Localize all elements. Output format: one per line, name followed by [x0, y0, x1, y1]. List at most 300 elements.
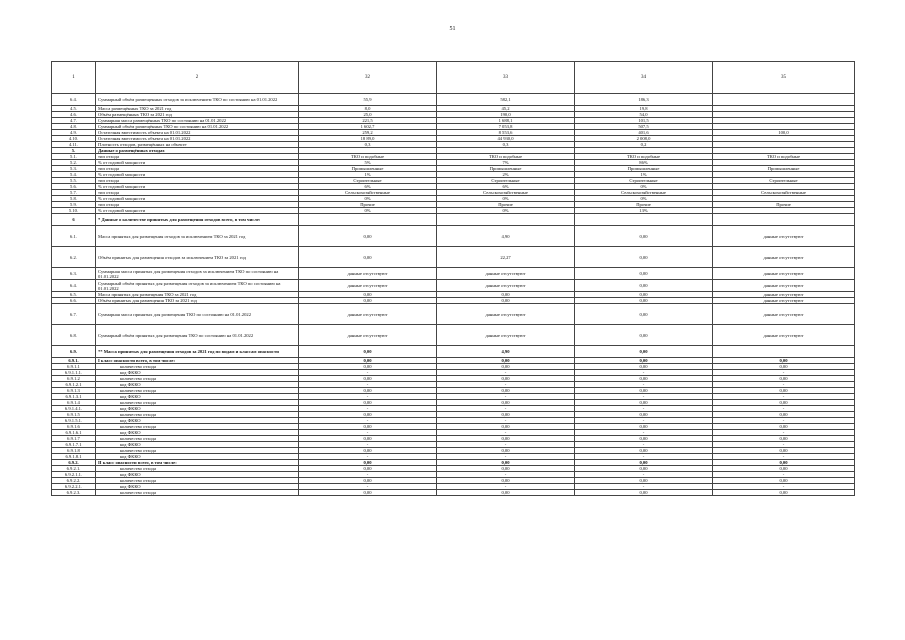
row-number-cell: 6.4.	[52, 280, 96, 292]
col33-cell: -	[437, 442, 575, 448]
col33-cell: 0%	[437, 196, 575, 202]
col32-cell: ТКО и подобные	[299, 154, 437, 160]
col32-cell: 0%	[299, 208, 437, 214]
col32-cell: -	[299, 442, 437, 448]
col34-cell: 0,00	[575, 298, 713, 304]
col32-cell: 0%	[299, 196, 437, 202]
col33-cell: -	[437, 370, 575, 376]
col34-cell	[575, 214, 713, 226]
col33-cell: 44 930,0	[437, 136, 575, 142]
row-number-cell: 6.9.1.	[52, 358, 96, 364]
col35-cell: -	[713, 370, 855, 376]
col32-cell: -	[299, 406, 437, 412]
col32-cell: -	[299, 382, 437, 388]
header-cell-35: 35	[713, 62, 855, 94]
col34-cell: 0,00	[575, 292, 713, 298]
col34-cell: 0,00	[575, 436, 713, 442]
col33-cell: 190,0	[437, 112, 575, 118]
col35-cell: 0,00	[713, 388, 855, 394]
row-number-cell: 6.9.	[52, 346, 96, 358]
col32-cell: 0,00	[299, 478, 437, 484]
col34-cell: 401,6	[575, 130, 713, 136]
col35-cell: Прочие	[713, 202, 855, 208]
row-number-cell: 4.10.	[52, 136, 96, 142]
col33-cell: -	[437, 382, 575, 388]
row-name-cell: Суммарная масса принятых для размещения ТКО по состоянию на 01.01.2022	[96, 304, 299, 325]
col35-cell: -	[713, 418, 855, 424]
row-name-cell: Объём принятых для размещения ТКО за 2021 год	[96, 298, 299, 304]
col33-cell: 0,3	[437, 142, 575, 148]
col34-cell: 0,00	[575, 376, 713, 382]
row-number-cell: 6.9.1.4.1.	[52, 406, 96, 412]
col35-cell: -	[713, 382, 855, 388]
col33-cell: 4,90	[437, 226, 575, 247]
col35-cell: данные отсутствуют	[713, 226, 855, 247]
col35-cell: 0,00	[713, 376, 855, 382]
col34-cell: ТКО и подобные	[575, 154, 713, 160]
table-row	[52, 304, 855, 325]
row-name-cell: Суммарный объём принятых для размещения ТКО по состоянию на 01.01.2022	[96, 325, 299, 346]
col34-cell: Строительные	[575, 178, 713, 184]
table-row	[52, 214, 855, 226]
col33-cell: 4,90	[437, 346, 575, 358]
row-number-cell: 5.9.	[52, 202, 96, 208]
col33-cell: 0,00	[437, 466, 575, 472]
col33-cell: -	[437, 454, 575, 460]
col34-cell: 0,00	[575, 448, 713, 454]
col32-cell: 0,00	[299, 412, 437, 418]
col32-cell: данные отсутствуют	[299, 325, 437, 346]
col35-cell: -	[713, 406, 855, 412]
col35-cell: -	[713, 394, 855, 400]
col34-cell: 0,00	[575, 358, 713, 364]
col32-cell: 0,00	[299, 226, 437, 247]
col32-cell: 0,3	[299, 142, 437, 148]
col34-cell: 0,00	[575, 247, 713, 268]
col33-cell: 0,00	[437, 448, 575, 454]
col33-cell: данные отсутствуют	[437, 280, 575, 292]
col33-cell: 2%	[437, 172, 575, 178]
row-name-cell: II класс опасности всего, в том числе:	[96, 460, 299, 466]
row-name-cell: код ФККО	[96, 394, 299, 400]
col33-cell: -	[437, 472, 575, 478]
row-name-cell: I класс опасности всего, в том числе:	[96, 358, 299, 364]
col35-cell: данные отсутствуют	[713, 268, 855, 280]
row-name-cell: код ФККО	[96, 406, 299, 412]
col35-cell: данные отсутствуют	[713, 298, 855, 304]
col35-cell: 0,00	[713, 478, 855, 484]
row-number-cell: 6.9.2.2.	[52, 478, 96, 484]
col33-cell: -	[437, 394, 575, 400]
col33-cell: Промышленные	[437, 166, 575, 172]
row-number-cell: 6.9.2.1.	[52, 466, 96, 472]
col34-cell: 0,00	[575, 280, 713, 292]
col34-cell: 13%	[575, 208, 713, 214]
col32-cell: данные отсутствуют	[299, 268, 437, 280]
col35-cell: 0,00	[713, 490, 855, 496]
row-name-cell: Суммарная масса размещённых ТКО по состоянию на 01.01.2022	[96, 118, 299, 124]
col34-cell: 0,00	[575, 478, 713, 484]
col32-cell: -	[299, 430, 437, 436]
row-name-cell: тип отхода	[96, 190, 299, 196]
row-name-cell: тип отхода	[96, 178, 299, 184]
col34-cell: -	[575, 382, 713, 388]
row-name-cell: количество отхода	[96, 364, 299, 370]
col32-cell: 0,00	[299, 358, 437, 364]
table-body	[52, 62, 855, 496]
col34-cell: 0,00	[575, 226, 713, 247]
table-row	[52, 490, 855, 496]
row-name-cell: количество отхода	[96, 466, 299, 472]
col33-cell: 22,27	[437, 247, 575, 268]
col34-cell: 0,00	[575, 346, 713, 358]
col33-cell: 0,00	[437, 388, 575, 394]
row-number-cell: 6.5.	[52, 292, 96, 298]
row-name-cell: код ФККО	[96, 370, 299, 376]
col34-cell: Промышленные	[575, 166, 713, 172]
col32-cell: 0,00	[299, 388, 437, 394]
col33-cell: 8 553,6	[437, 130, 575, 136]
table-row	[52, 247, 855, 268]
col32-cell: -	[299, 484, 437, 490]
col35-cell: 0,00	[713, 412, 855, 418]
col32-cell: 0,00	[299, 364, 437, 370]
row-name-cell: Объём принятых для размещения отходов за исключением ТКО за 2021 год	[96, 247, 299, 268]
row-name-cell: количество отхода	[96, 388, 299, 394]
row-name-cell: код ФККО	[96, 484, 299, 490]
col33-cell: Строительные	[437, 178, 575, 184]
table-row	[52, 268, 855, 280]
col33-cell: 0,00	[437, 424, 575, 430]
row-name-cell: количество отхода	[96, 490, 299, 496]
col35-cell: 0,00	[713, 400, 855, 406]
row-number-cell: 6.9.2.	[52, 460, 96, 466]
row-number-cell: 6.2.	[52, 247, 96, 268]
row-number-cell: 6.9.2.1.1.	[52, 472, 96, 478]
row-number-cell: 6.9.2.3.	[52, 490, 96, 496]
col32-cell: 1%	[299, 172, 437, 178]
col34-cell: -	[575, 484, 713, 490]
row-name-cell: % от годовой мощности	[96, 208, 299, 214]
row-name-cell: тип отхода	[96, 202, 299, 208]
col33-cell: 0,00	[437, 292, 575, 298]
col34-cell: 186,3	[575, 94, 713, 106]
row-number-cell: 5.8.	[52, 196, 96, 202]
row-number-cell: 6.9.1.3.1	[52, 394, 96, 400]
col33-cell: 0,00	[437, 364, 575, 370]
col35-cell: -	[713, 430, 855, 436]
col34-cell: 0,00	[575, 460, 713, 466]
col34-cell: 19,8	[575, 106, 713, 112]
col34-cell: 0,00	[575, 424, 713, 430]
row-name-cell: Остаточная вместимость объекта на 01.01.2022	[96, 130, 299, 136]
col32-cell: 18 89,0	[299, 136, 437, 142]
row-name-cell: количество отхода	[96, 376, 299, 382]
col33-cell: 6%	[437, 184, 575, 190]
col35-cell: 0,00	[713, 460, 855, 466]
row-name-cell: код ФККО	[96, 442, 299, 448]
col33-cell: 7%	[437, 160, 575, 166]
col34-cell: 86%	[575, 160, 713, 166]
col33-cell: 0,00	[437, 298, 575, 304]
header-row	[52, 62, 855, 94]
col32-cell: Промышленные	[299, 166, 437, 172]
col35-cell: -	[713, 442, 855, 448]
col32-cell: -	[299, 370, 437, 376]
col35-cell: данные отсутствуют	[713, 292, 855, 298]
col32-cell: -	[299, 472, 437, 478]
col32-cell: 0,00	[299, 460, 437, 466]
col35-cell: -	[713, 454, 855, 460]
row-name-cell: количество отхода	[96, 448, 299, 454]
col35-cell: данные отсутствуют	[713, 325, 855, 346]
col32-cell: -	[299, 418, 437, 424]
col33-cell: 0,00	[437, 400, 575, 406]
col33-cell: 7 053,8	[437, 124, 575, 130]
col33-cell: 1 688,1	[437, 118, 575, 124]
row-name-cell: количество отхода	[96, 424, 299, 430]
row-number-cell: 4.7.	[52, 118, 96, 124]
row-number-cell: 6.9.1.7	[52, 436, 96, 442]
row-number-cell: 6.9.2.2.1.	[52, 484, 96, 490]
col35-cell: 0,00	[713, 424, 855, 430]
row-number-cell: 6.9.1.1	[52, 364, 96, 370]
col33-cell: 0,00	[437, 412, 575, 418]
col33-cell: данные отсутствуют	[437, 268, 575, 280]
table-row	[52, 280, 855, 292]
row-name-cell: ** Масса принятых для размещения отходов за 2021 год по видам и классам опасности	[96, 346, 299, 358]
row-number-cell: 5.	[52, 148, 96, 154]
row-name-cell: код ФККО	[96, 454, 299, 460]
row-name-cell: Плотность отходов, размещённых на объекте	[96, 142, 299, 148]
col35-cell	[713, 94, 855, 106]
col33-cell: 45,2	[437, 106, 575, 112]
col32-cell: 5%	[299, 160, 437, 166]
row-number-cell: 6.9.1.4	[52, 400, 96, 406]
row-number-cell: 5.7.	[52, 190, 96, 196]
row-name-cell: Данные о размещённых отходах	[96, 148, 299, 154]
col33-cell	[437, 214, 575, 226]
table-row	[52, 94, 855, 106]
row-name-cell: % от годовой мощности	[96, 172, 299, 178]
header-cell-32: 32	[299, 62, 437, 94]
col33-cell: данные отсутствуют	[437, 304, 575, 325]
col32-cell	[299, 214, 437, 226]
col33-cell: 0%	[437, 208, 575, 214]
row-name-cell: % от годовой мощности	[96, 196, 299, 202]
col35-cell: данные отсутствуют	[713, 280, 855, 292]
row-name-cell: тип отхода	[96, 166, 299, 172]
col34-cell: -	[575, 430, 713, 436]
col35-cell: 0,00	[713, 358, 855, 364]
row-number-cell: 6.6.	[52, 298, 96, 304]
col35-cell: 0,00	[713, 466, 855, 472]
col34-cell: -	[575, 394, 713, 400]
row-number-cell: 6.9.1.1.1.	[52, 370, 96, 376]
col32-cell: -	[299, 454, 437, 460]
row-number-cell: 6.3.	[52, 268, 96, 280]
col32-cell: 259,2	[299, 130, 437, 136]
row-name-cell: количество отхода	[96, 436, 299, 442]
col35-cell: ТКО и подобные	[713, 154, 855, 160]
col34-cell: -	[575, 370, 713, 376]
row-name-cell: код ФККО	[96, 430, 299, 436]
row-number-cell: 5.5.	[52, 178, 96, 184]
col33-cell: Сельскохозяйственные	[437, 190, 575, 196]
row-number-cell: 6.8.	[52, 325, 96, 346]
row-name-cell: тип отхода	[96, 154, 299, 160]
col34-cell: 0,00	[575, 400, 713, 406]
col34-cell: 507,5	[575, 124, 713, 130]
col33-cell: Прочие	[437, 202, 575, 208]
row-number-cell: 5.10.	[52, 208, 96, 214]
col34-cell: 0,00	[575, 466, 713, 472]
col33-cell: 0,00	[437, 478, 575, 484]
row-number-cell: 5.4.	[52, 172, 96, 178]
col35-cell: 0,00	[713, 364, 855, 370]
col33-cell: 582,1	[437, 94, 575, 106]
data-table	[51, 61, 855, 496]
col34-cell: 0,00	[575, 325, 713, 346]
col35-cell	[713, 346, 855, 358]
table-row	[52, 226, 855, 247]
col32-cell: Прочие	[299, 202, 437, 208]
col34-cell: 0,00	[575, 490, 713, 496]
row-number-cell: 4.8.	[52, 124, 96, 130]
col32-cell: 0,00	[299, 424, 437, 430]
row-name-cell: * Данные о количестве принятых для размещения отходов всего, в том числе:	[96, 214, 299, 226]
col35-cell	[713, 214, 855, 226]
col34-cell: Сельскохозяйственные	[575, 190, 713, 196]
col32-cell: Сельскохозяйственные	[299, 190, 437, 196]
col33-cell: 0,00	[437, 460, 575, 466]
row-number-cell: 6.7.	[52, 304, 96, 325]
col33-cell: данные отсутствуют	[437, 325, 575, 346]
col35-cell: Сельскохозяйственные	[713, 190, 855, 196]
col32-cell: данные отсутствуют	[299, 304, 437, 325]
col35-cell: данные отсутствуют	[713, 247, 855, 268]
row-number-cell: 6.9.1.2	[52, 376, 96, 382]
col34-cell: 0,00	[575, 304, 713, 325]
row-name-cell: Масса размещённых ТКО за 2021 год	[96, 106, 299, 112]
col33-cell: -	[437, 484, 575, 490]
row-name-cell: Масса принятых для размещения ТКО за 2021 год	[96, 292, 299, 298]
col32-cell: 0,00	[299, 298, 437, 304]
row-number-cell: 6	[52, 214, 96, 226]
col34-cell: -	[575, 406, 713, 412]
col32-cell: 0,00	[299, 376, 437, 382]
row-number-cell: 6.9.1.8	[52, 448, 96, 454]
row-name-cell: количество отхода	[96, 412, 299, 418]
col34-cell: 0,2	[575, 142, 713, 148]
row-number-cell: 6.9.1.5	[52, 412, 96, 418]
col32-cell: 8,0	[299, 106, 437, 112]
col35-cell: 0,00	[713, 448, 855, 454]
row-number-cell: 6.9.1.8.1	[52, 454, 96, 460]
col34-cell: -	[575, 442, 713, 448]
row-name-cell: Остаточная вместимость объекта на 01.01.2022	[96, 136, 299, 142]
row-number-cell: 5.2.	[52, 160, 96, 166]
col32-cell: 0,00	[299, 400, 437, 406]
col33-cell: -	[437, 406, 575, 412]
col32-cell: 1 602,7	[299, 124, 437, 130]
row-name-cell: Суммарный объём размещённых ТКО по состоянию на 01.01.2022	[96, 124, 299, 130]
col32-cell: 6%	[299, 184, 437, 190]
col32-cell: 221,5	[299, 118, 437, 124]
row-number-cell: 6.9.1.6	[52, 424, 96, 430]
col35-cell: Строительные	[713, 178, 855, 184]
col32-cell: -	[299, 394, 437, 400]
col33-cell: -	[437, 430, 575, 436]
col32-cell: данные отсутствуют	[299, 280, 437, 292]
col34-cell: 0%	[575, 196, 713, 202]
col35-cell: -	[713, 472, 855, 478]
row-name-cell: Объём размещённых ТКО за 2021 год	[96, 112, 299, 118]
col32-cell: 0,00	[299, 490, 437, 496]
row-number-cell: 5.1.	[52, 154, 96, 160]
row-number-cell: 6.9.1.6.1	[52, 430, 96, 436]
col34-cell: 54,0	[575, 112, 713, 118]
row-name-cell: количество отхода	[96, 400, 299, 406]
row-number-cell: 4.6.	[52, 112, 96, 118]
col32-cell: Строительные	[299, 178, 437, 184]
page-number: 51	[449, 26, 456, 32]
col32-cell: 25,0	[299, 112, 437, 118]
col34-cell: 1%	[575, 172, 713, 178]
col35-cell: -	[713, 484, 855, 490]
col33-cell: 0,00	[437, 436, 575, 442]
col32-cell: 0,00	[299, 346, 437, 358]
row-number-cell: 4.5.	[52, 106, 96, 112]
row-number-cell: 6.9.1.2.1	[52, 382, 96, 388]
col35-cell: Промышленные	[713, 166, 855, 172]
col34-cell: Прочие	[575, 202, 713, 208]
col32-cell: 0,00	[299, 247, 437, 268]
col32-cell: 0,00	[299, 292, 437, 298]
col32-cell: 0,00	[299, 448, 437, 454]
row-number-cell: 4.9.	[52, 130, 96, 136]
row-name-cell: код ФККО	[96, 382, 299, 388]
col33-cell: 0,00	[437, 358, 575, 364]
row-number-cell: 6.9.1.5.1.	[52, 418, 96, 424]
col32-cell: 0,00	[299, 466, 437, 472]
header-cell-34: 34	[575, 62, 713, 94]
col34-cell: -	[575, 418, 713, 424]
row-name-cell: Суммарная масса принятых для размещения отходов за исключением ТКО по состоянию на 01.01.2022	[96, 268, 299, 280]
row-name-cell: код ФККО	[96, 472, 299, 478]
col33-cell: 0,00	[437, 490, 575, 496]
row-name-cell: Суммарный объём размещенных отходов за исключением ТКО по состоянию на 01.01.2022	[96, 94, 299, 106]
row-name-cell: % от годовой мощности	[96, 184, 299, 190]
row-name-cell: % от годовой мощности	[96, 160, 299, 166]
col34-cell: 2 008,0	[575, 136, 713, 142]
col34-cell: -	[575, 454, 713, 460]
col35-cell: данные отсутствуют	[713, 304, 855, 325]
col34-cell: 101,5	[575, 118, 713, 124]
col34-cell: -	[575, 472, 713, 478]
header-cell-2: 2	[96, 62, 299, 94]
header-cell-1: 1	[52, 62, 96, 94]
row-number-cell: 6.9.1.7.1	[52, 442, 96, 448]
header-cell-33: 33	[437, 62, 575, 94]
row-number-cell: 5.6.	[52, 184, 96, 190]
col34-cell: 0,00	[575, 412, 713, 418]
col34-cell: 0,00	[575, 268, 713, 280]
row-name-cell: Масса принятых для размещения отходов за исключением ТКО за 2021 год	[96, 226, 299, 247]
table-row	[52, 325, 855, 346]
row-number-cell: 5.3.	[52, 166, 96, 172]
row-name-cell: количество отхода	[96, 478, 299, 484]
